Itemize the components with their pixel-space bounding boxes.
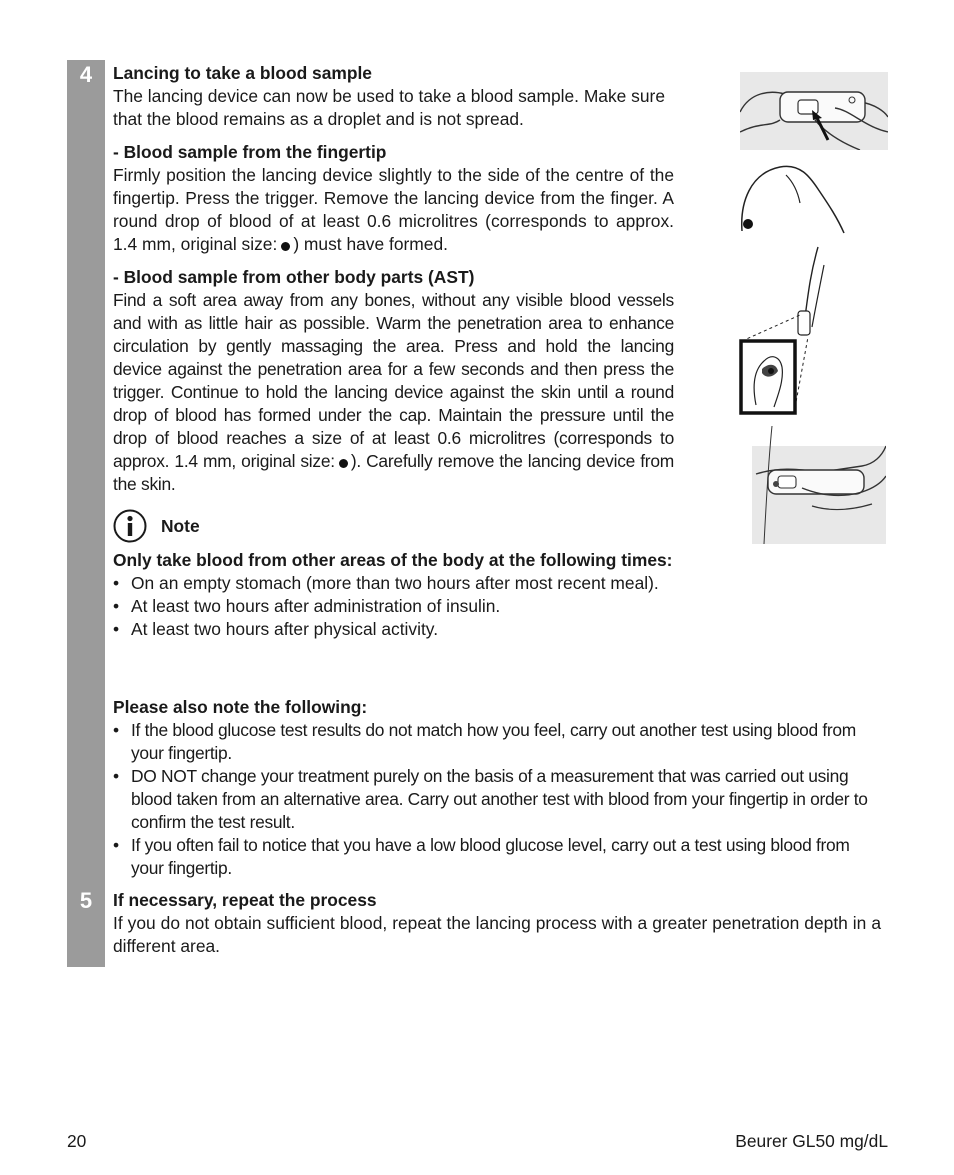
ast-heading: - Blood sample from other body parts (AST) xyxy=(113,267,475,287)
info-icon xyxy=(113,509,147,543)
step-sidebar xyxy=(67,60,105,967)
list-item: • On an empty stomach (more than two hours after most recent meal). xyxy=(113,572,674,595)
list-item: • At least two hours after physical activity. xyxy=(113,618,674,641)
step-5-title: If necessary, repeat the process xyxy=(113,890,377,910)
note-label: Note xyxy=(161,515,200,536)
ast-text: Find a soft area away from any bones, without any visible blood vessels and with as little hair as possible. Warm the penetration area to enhance circulation by gently massaging the area. Press and hold the lancing device against the penetration area for a few seconds and then press the trigger. Continue to hold the lancing device against the skin until a round drop of blood has formed under the cap. Maintain the pressure until the drop of blood reaches a size of at least 0.6 microlitres (corresponds to approx. 1.4 mm, original size: ). Carefully remove the lancing device from the skin. xyxy=(113,290,674,494)
lancing-arm-illustration xyxy=(752,426,886,544)
fingertip-heading: - Blood sample from the fingertip xyxy=(113,142,387,162)
ast-arm-illustration xyxy=(738,245,830,417)
lancing-device-hand-illustration xyxy=(740,72,888,150)
note-times xyxy=(113,549,674,641)
list-item: • DO NOT change your treatment purely on the basis of a measurement that was carried out using blood taken from an alternative area. Carry out another test with blood from your fingertip in order to confirm the test result. xyxy=(113,765,881,834)
step-4-title: Lancing to take a blood sample xyxy=(113,63,372,83)
note-times-heading: Only take blood from other areas of the body at the following times: xyxy=(113,550,673,570)
list-item: • At least two hours after administration of insulin. xyxy=(113,595,674,618)
blood-drop-size-icon xyxy=(281,242,290,251)
list-item: • If you often fail to notice that you have a low blood glucose level, carry out a test using blood from your fingertip. xyxy=(113,834,881,880)
step-number-5: 5 xyxy=(79,888,93,913)
step-5-text: If you do not obtain sufficient blood, repeat the lancing process with a greater penetration depth in a different area. xyxy=(113,913,881,956)
note-also-heading: Please also note the following: xyxy=(113,697,368,717)
step-4-content xyxy=(113,62,674,496)
fingertip-text: Firmly position the lancing device slightly to the side of the centre of the fingertip. Press the trigger. Remove the lancing device from the finger. A round drop of blood of at least 0.6 microlitres (corresponds to approx. 1.4 mm, original size: ) must have formed. xyxy=(113,165,674,254)
blood-drop-size-icon xyxy=(339,459,348,468)
step-4-intro: The lancing device can now be used to take a blood sample. Make sure that the blood remains as a droplet and is not spread. xyxy=(113,86,665,129)
step-number-4: 4 xyxy=(79,62,93,87)
note-also xyxy=(113,696,881,880)
page-number: 20 xyxy=(67,1131,87,1151)
list-item: • If the blood glucose test results do not match how you feel, carry out another test using blood from your fingertip. xyxy=(113,719,881,765)
note-header xyxy=(113,508,200,544)
fingertip-illustration xyxy=(740,163,846,235)
step-5-content xyxy=(113,889,881,958)
product-name: Beurer GL50 mg/dL xyxy=(735,1131,888,1151)
